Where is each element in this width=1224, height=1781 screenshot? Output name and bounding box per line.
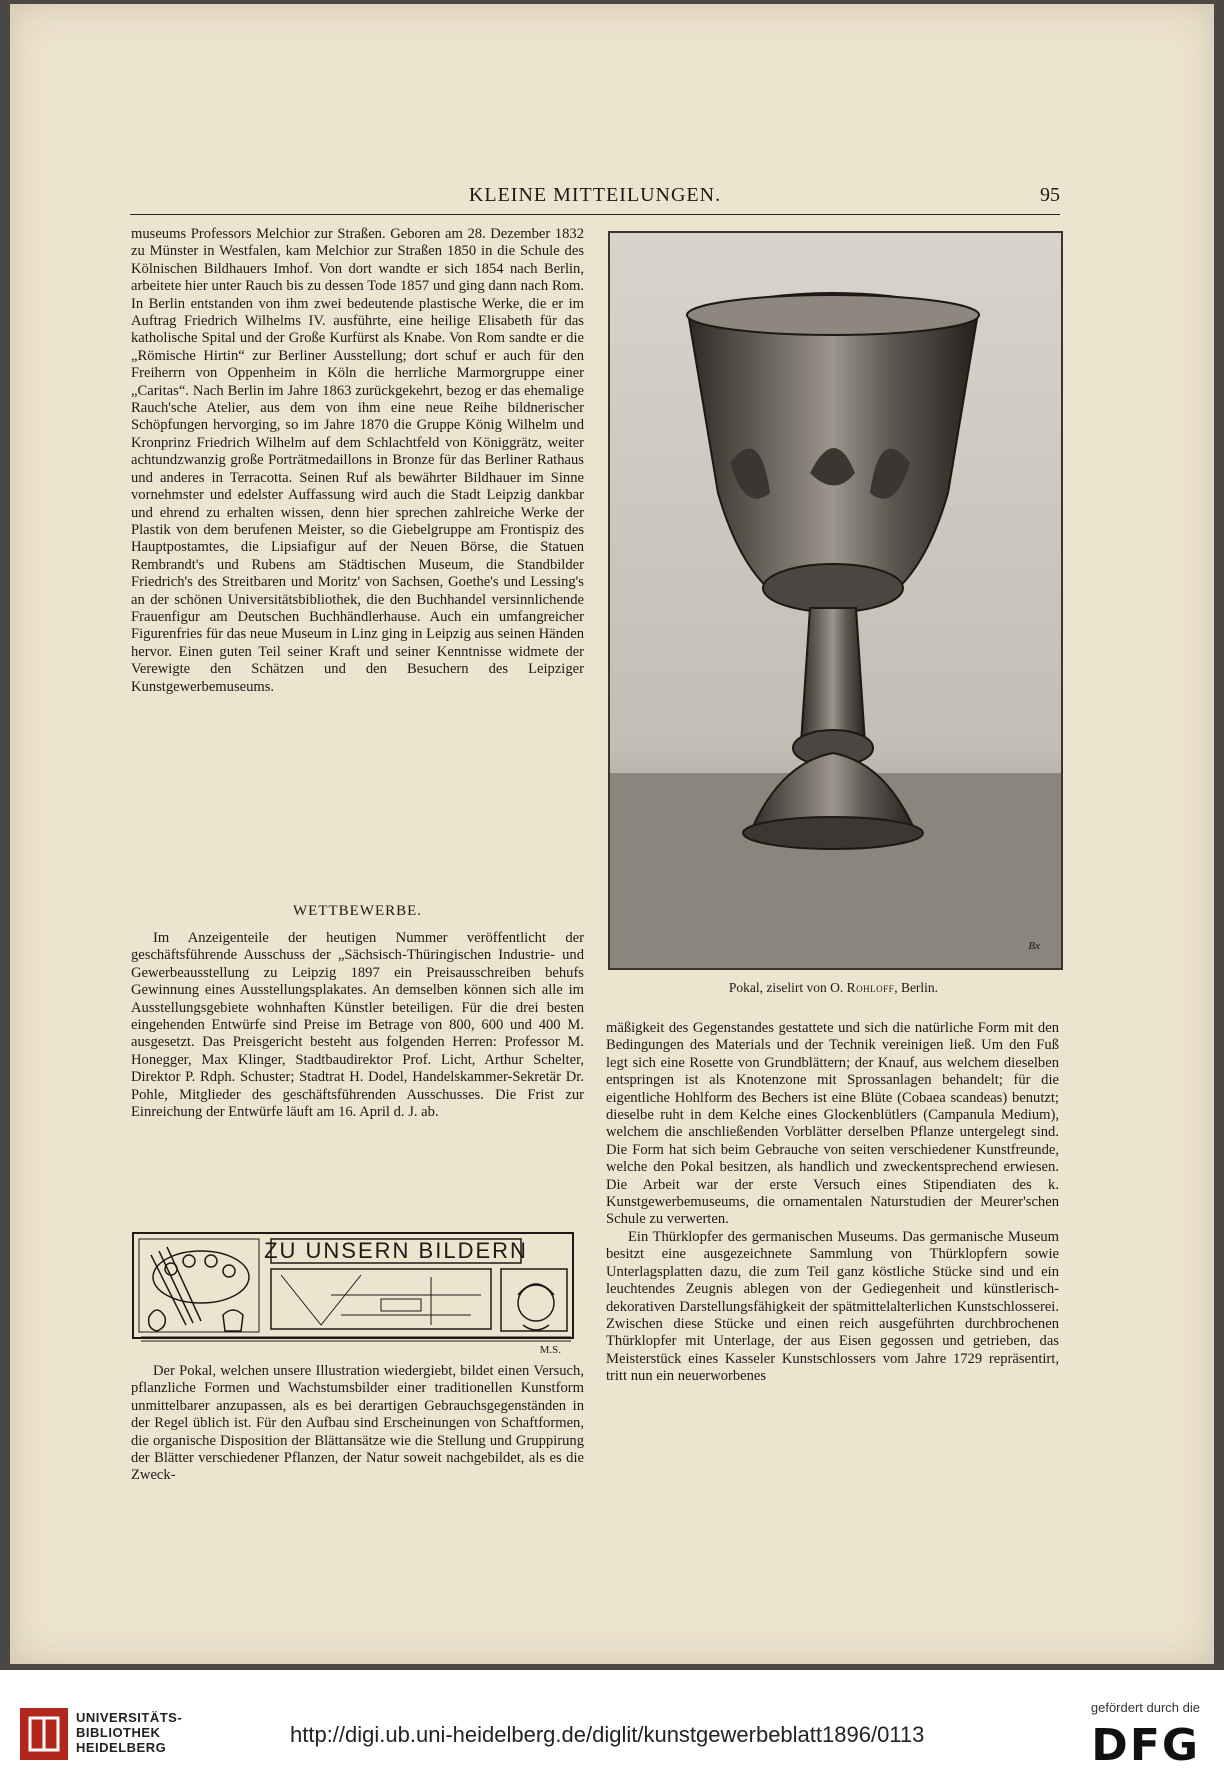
pokal-photograph <box>608 231 1063 970</box>
vignette-title: ZU UNSERN BILDERN <box>264 1238 528 1263</box>
library-line-1: UNIVERSITÄTS- <box>76 1710 183 1725</box>
header-rule <box>130 214 1060 215</box>
university-library-logo-icon <box>20 1708 68 1760</box>
dfg-logo: DFG <box>1091 1720 1200 1771</box>
caption-prefix: Pokal, ziselirt von O. <box>728 980 844 995</box>
running-header <box>130 184 1060 214</box>
wettbewerbe-section <box>131 930 584 1121</box>
thuerklopfer-paragraph: Ein Thürklopfer des germanischen Museums. Das germanische Museum besitzt eine ausgezeichnete Sammlung von Thürklopfern sowie Unterlagsplatten dazu, die zum Teil ganz köstliche Stücke sind und ein leuchtendes Zeugnis ablegen von der Gediegenheit und künstlerisch-dekorativen Darstellungsfähigkeit der spätmittelalterlichen Kunstschlosserei. Zwischen diese Stücke und einen reich ausgeführten durchbrochenen Thürklopfer mit Unterlage, der aus Eisen gegossen und getrieben, das Meisterstück eines Kasseler Kunstschlossers vom Jahre 1729 repräsentirt, tritt nun ein neuerworbenes <box>606 1228 1059 1385</box>
goblet-image <box>610 233 1061 968</box>
caption-name: Rohloff <box>846 980 895 995</box>
library-line-2: BIBLIOTHEK <box>76 1725 161 1740</box>
right-column <box>606 1020 1059 1386</box>
wettbewerbe-heading: WETTBEWERBE. <box>292 903 423 919</box>
zu-unsern-bildern-left <box>131 1363 584 1485</box>
vignette-illustration <box>131 1225 584 1355</box>
page-number: 95 <box>1040 184 1060 206</box>
left-column-top <box>131 226 584 696</box>
funding-label: gefördert durch die <box>1090 1700 1200 1715</box>
library-line-3: HEIDELBERG <box>76 1740 167 1755</box>
obituary-paragraph: museums Professors Melchior zur Straßen. Geboren am 28. Dezember 1832 zu Münster in Westfalen, kam Melchior zur Straßen 1850 in die Schule des Kölnischen Bildhauers Imhof. Von dort wandte er sich 1854 nach Berlin, arbeitete hier unter Rauch bis zu dessen Tode 1857 und ging dann nach Rom. In Berlin entstanden von ihm zwei bedeutende plastische Werke, die er im Auftrag Friedrich Wilhelms IV. ausführte, eine heilige Elisabeth für das katholische Spital und der Große Kurfürst als Knabe. Von Rom sandte er die „Römische Hirtin“ zur Berliner Ausstellung; dort schuf er auch für den Freiherrn von Oppenheim in Köln die herrliche Marmorgruppe einer „Caritas“. Nach Berlin im Jahre 1863 zurückgekehrt, bezog er das ehemalige Rauch'sche Atelier, aus dem von ihm eine neue Reihe bildnerischer Schöpfungen hervorging, so im Jahre 1870 die Gruppe König Wilhelm und Kronprinz Friedrich Wilhelm auf dem Schlachtfeld von Königgrätz, weiter achtundzwanzig große Porträtmedaillons in Bronze für das Berliner Rathaus und anderes in Terracotta. Seinen Ruf als bewährter Bildhauer im Sinne vornehmster und edelster Auffassung wird auch die Stadt Leipzig dankbar und ehrend zu erhalten wissen, denn hier sprechen zahlreiche Werke der Plastik von dem berufenen Meister, so die Giebelgruppe am Frontispiz des Hauptpostamtes, die Lipsiafigur auf der Neuen Börse, die Statuen Rembrandt's und Rubens am Städtischen Museum, die Standbilder Friedrich's des Streitbaren und Moritz' von Sachsen, Goethe's und Lessing's an der schönen Universitätsbibliothek, die den Buchhandel versinnlichende Frauenfigur am Deutschen Buchhändlerhause. Auch ein umfangreicher Figurenfries für das neue Museum in Linz ging in Leipzig aus seinen Händen hervor. Einen guten Teil seiner Kraft und seiner Kenntnisse widmete der Verewigte den Schätzen und den Besuchern des Leipziger Kunstgewerbemuseums. <box>131 226 584 695</box>
pokal-paragraph: Der Pokal, welchen unsere Illustration wiedergiebt, bildet einen Versuch, pflanzliche Formen und Wachstumsbilder einer traditionellen Kunstform unmittelbarer anzupassen, als es bei derartigen Gebrauchsgegenständen in der Regel üblich ist. Für den Aufbau sind Erscheinungen von Schaftformen, die organische Disposition der Blättansätze wie die Stellung und Gruppirung der Blätter verschiedener Pflanzen, der Natur soweit nachgebildet, als es die Zweck- <box>131 1363 584 1484</box>
library-name <box>76 1710 182 1755</box>
caption-suffix: , Berlin. <box>894 980 939 995</box>
vignette-signature: M.S. <box>539 1344 561 1355</box>
photo-caption <box>608 980 1059 996</box>
zu-unsern-bildern-vignette <box>131 1225 584 1355</box>
running-title: KLEINE MITTEILUNGEN. <box>468 184 722 206</box>
permalink-url[interactable]: http://digi.ub.uni-heidelberg.de/diglit/kunstgewerbeblatt1896/0113 <box>290 1722 925 1747</box>
pokal-continued-paragraph: mäßigkeit des Gegenstandes gestattete und sich die natürliche Form mit den Bedingungen des Materials und der Technik vereinigen ließ. Um den Fuß legt sich eine Rosette von Grundblättern; der Knauf, aus welchem dieselben entspringen ist als Knotenzone mit Sprossanlagen behandelt; für die eigentliche Hohlform des Bechers ist eine Blüte (Cobaea scandeas) benutzt; dieselbe ruht in dem Kelche eines Glockenblütlers (Campanula Medium), welchem die anschließenden Vorblätter derselben Pflanze untergelegt sind. Die Form hat sich beim Gebrauche von seiten verschiedener Kunstfreunde, welche den Pokal besitzen, als handlich und zweckentsprechend erwiesen. Die Arbeit war der erste Versuch eines Stipendiaten des k. Kunstgewerbemuseums, die ornamentalen Naturstudien der Meurer'schen Schule zu verwerten. <box>606 1020 1059 1228</box>
wettbewerbe-paragraph: Im Anzeigenteile der heutigen Nummer veröffentlicht der geschäftsführende Ausschuss der „Sächsisch-Thüringischen Industrie- und Gewerbeausstellung zu Leipzig 1897 ein Preisausschreiben behufs Gewinnung eines Ausstellungsplakates. An demselben können sich alle im Ausstellungsgebiete wohnhaften Künstler beteiligen. Für die drei besten eingehenden Entwürfe sind Preise im Betrage von 800, 600 und 400 M. ausgesetzt. Das Preisgericht besteht aus folgenden Herren: Professor M. Honegger, Max Klinger, Stadtbaudirektor Prof. Licht, Arthur Schelter, Direktor P. Rdph. Schuster; Stadtrat H. Dodel, Handelskammer-Sekretär Dr. Pohle, Mitglieder des geschäftsführenden Ausschusses. Die Frist zur Einreichung der Entwürfe läuft am 16. April d. J. ab. <box>131 930 584 1121</box>
digitization-footer <box>0 1670 1224 1781</box>
photo-monogram: Bx <box>1028 940 1040 952</box>
